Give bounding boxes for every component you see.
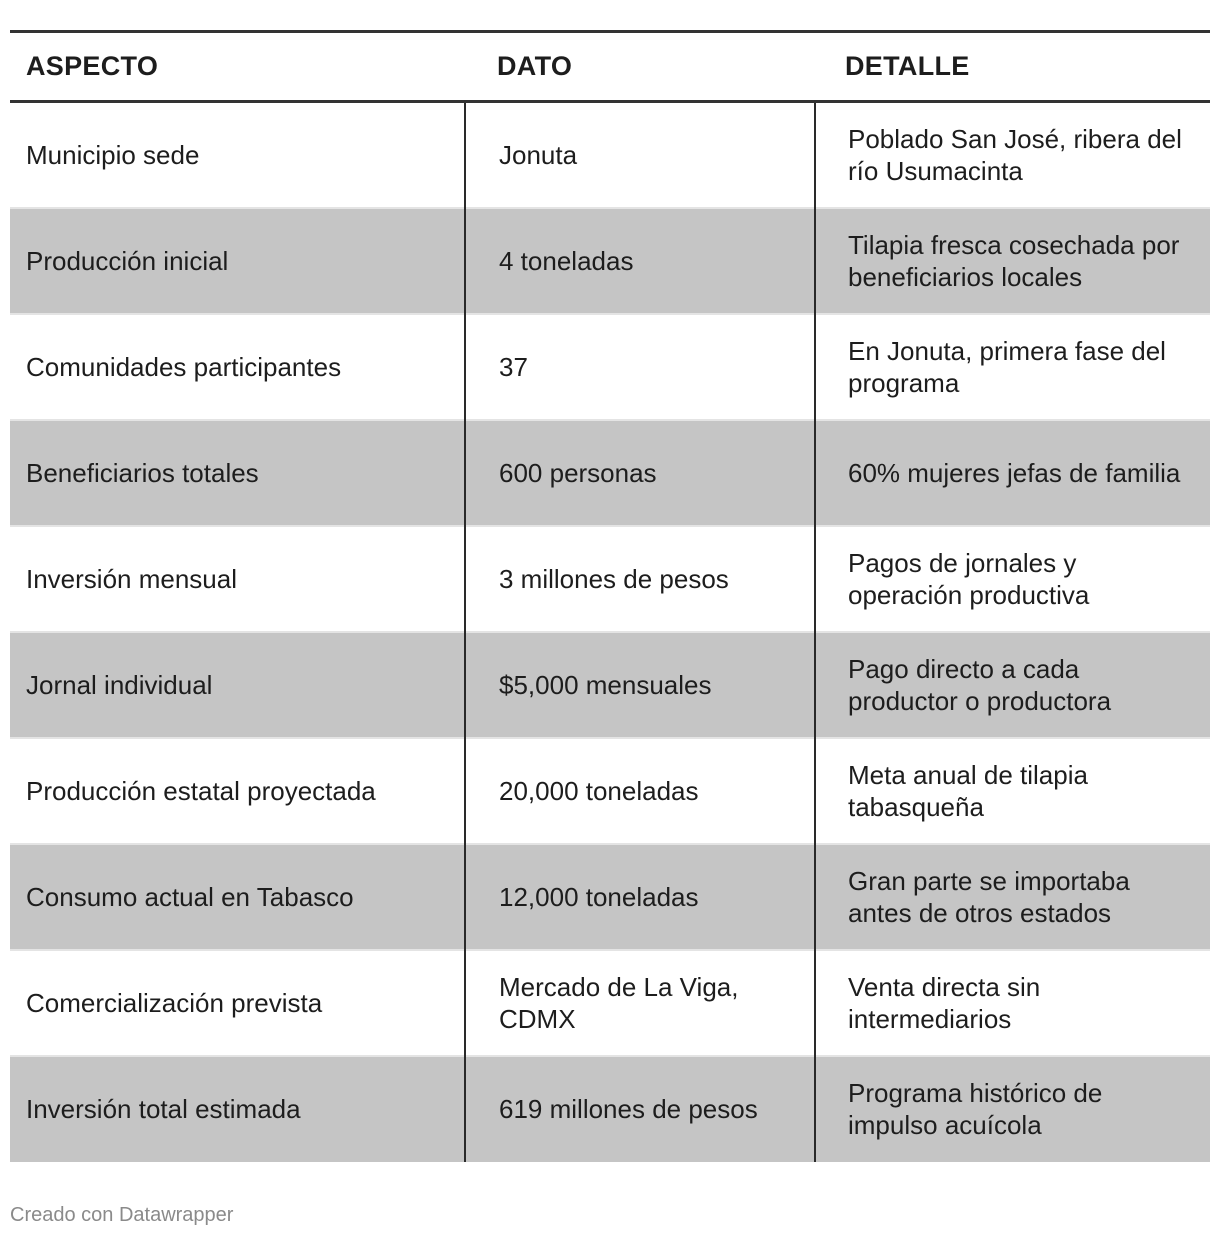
datawrapper-credit[interactable]: Creado con Datawrapper [10,1204,234,1226]
table-row [10,420,1210,526]
table-row [10,950,1210,1056]
cell-dato: 619 millones de pesos [465,1056,815,1162]
data-table [10,30,1210,1162]
cell-dato: Jonuta [465,102,815,208]
cell-dato: $5,000 mensuales [465,632,815,738]
column-header-aspecto[interactable]: ASPECTO [26,51,159,81]
cell-dato: 12,000 toneladas [465,844,815,950]
cell-dato: 37 [465,314,815,420]
cell-dato: 600 personas [465,420,815,526]
cell-detalle: En Jonuta, primera fase del programa [815,314,1210,420]
table-row [10,208,1210,314]
cell-aspecto: Consumo actual en Tabasco [26,881,354,912]
table-header [10,32,1210,102]
data-table-container [10,30,1210,1162]
table-row [10,738,1210,844]
cell-dato: 4 toneladas [465,208,815,314]
table-row [10,102,1210,208]
cell-dato: 20,000 toneladas [465,738,815,844]
table-body [10,102,1210,1162]
cell-aspecto: Producción inicial [26,245,229,276]
cell-aspecto: Comercialización prevista [26,987,323,1018]
header-row [10,32,1210,102]
column-header-dato[interactable]: DATO [497,51,573,81]
cell-detalle: Programa histórico de impulso acuícola [815,1056,1210,1162]
cell-aspecto: Jornal individual [26,669,213,700]
cell-detalle: Tilapia fresca cosechada por beneficiarios locales [815,208,1210,314]
cell-detalle: 60% mujeres jefas de familia [815,420,1210,526]
cell-aspecto: Inversión mensual [26,563,237,594]
cell-detalle: Pagos de jornales y operación productiva [815,526,1210,632]
cell-detalle: Gran parte se importaba antes de otros estados [815,844,1210,950]
column-header-detalle[interactable]: DETALLE [845,51,970,81]
table-row [10,844,1210,950]
cell-aspecto: Inversión total estimada [26,1094,301,1124]
cell-detalle: Poblado San José, ribera del río Usumacinta [815,102,1210,208]
cell-detalle: Meta anual de tilapia tabasqueña [815,738,1210,844]
cell-dato: Mercado de La Viga, CDMX [465,950,815,1056]
table-row [10,632,1210,738]
cell-aspecto: Municipio sede [26,139,200,170]
cell-detalle: Venta directa sin intermediarios [815,950,1210,1056]
cell-dato: 3 millones de pesos [465,526,815,632]
cell-aspecto: Comunidades participantes [26,351,342,382]
cell-aspecto: Beneficiarios totales [26,457,259,488]
cell-aspecto: Producción estatal proyectada [26,775,376,806]
table-row [10,1056,1210,1162]
table-row [10,314,1210,420]
table-row [10,526,1210,632]
cell-detalle: Pago directo a cada productor o productora [815,632,1210,738]
